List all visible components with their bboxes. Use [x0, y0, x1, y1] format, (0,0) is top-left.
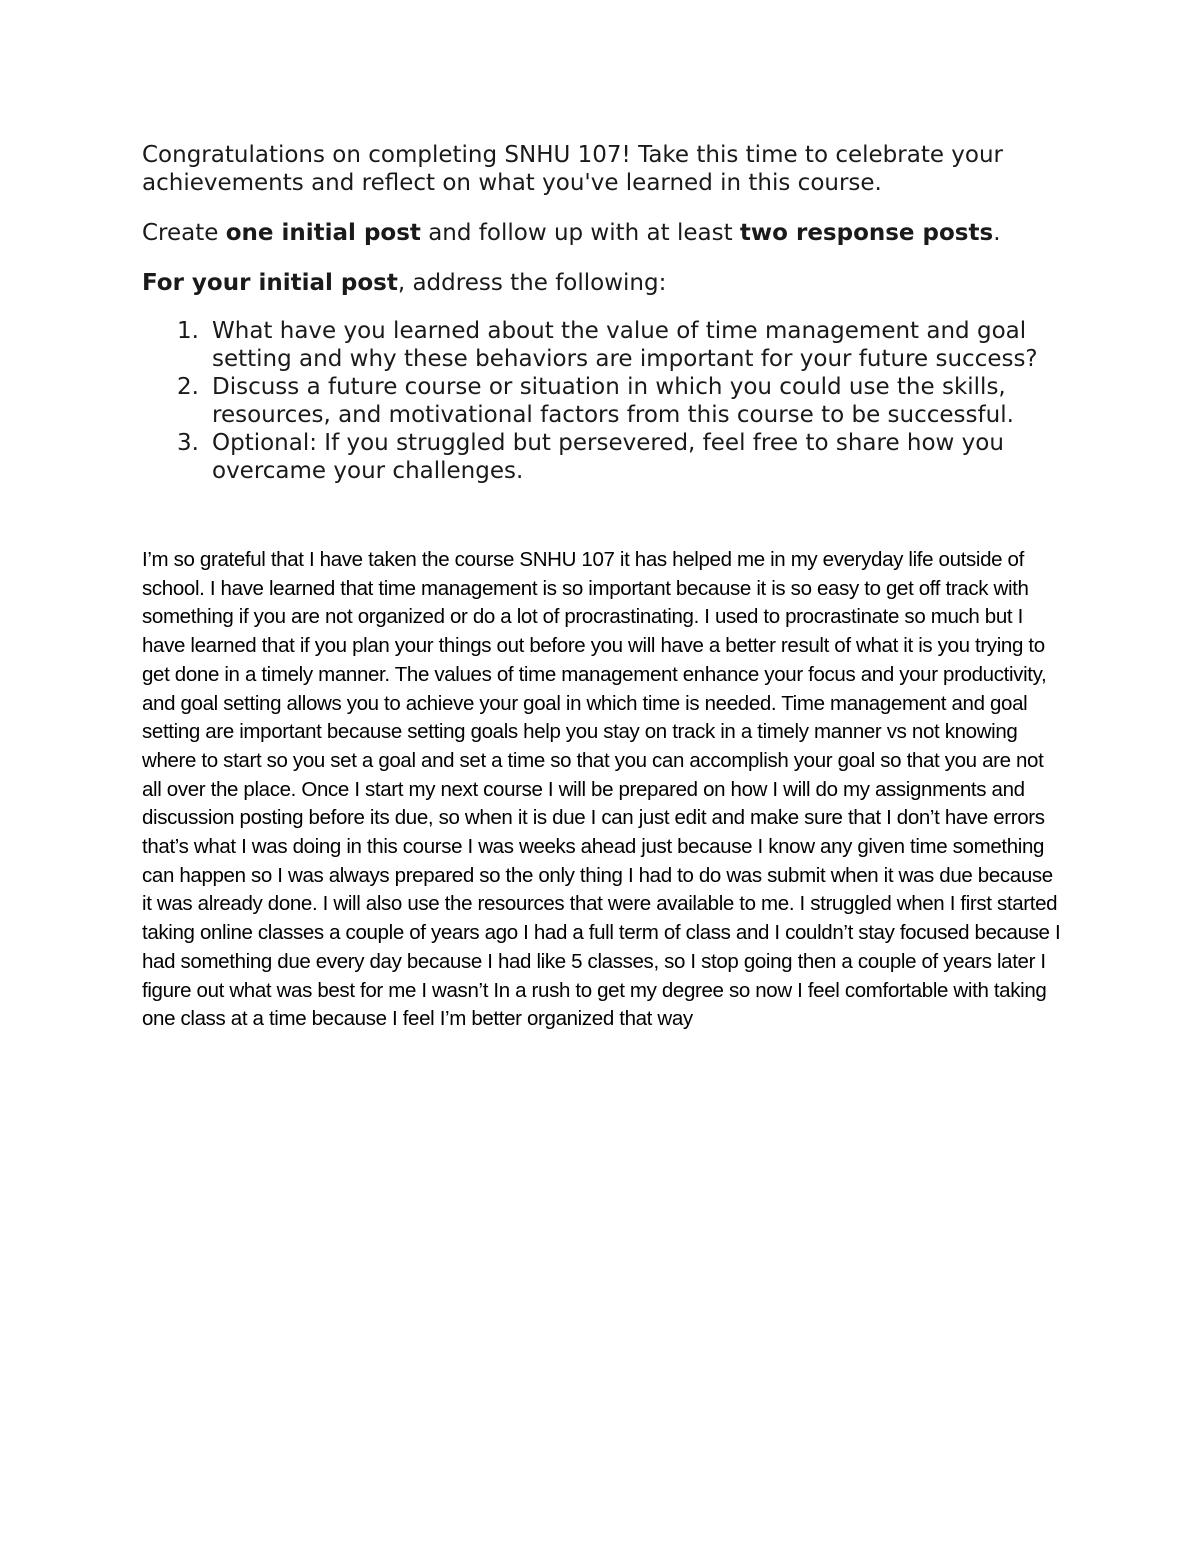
list-item — [177, 373, 1082, 429]
instructions-suffix: . — [993, 220, 1001, 246]
question-list — [142, 317, 1082, 485]
list-item-text: Optional: If you struggled but persevered, feel free to share how you overcame your challenges. — [212, 430, 1004, 484]
initial-post-heading-rest: , address the following: — [397, 270, 667, 296]
list-item-text: Discuss a future course or situation in which you could use the skills, resources, and motivational factors from this course to be successful. — [212, 374, 1014, 428]
response-paragraph: I’m so grateful that I have taken the course SNHU 107 it has helped me in my everyday life outside of school. I have learned that time management is so important because it is so easy to get off track with something if you are not organized or do a lot of procrastinating. I used to procrastinate so much but I have learned that if you plan your things out before you will have a better result of what it is you trying to get done in a timely manner. The values of time management enhance your focus and your productivity, and goal setting allows you to achieve your goal in which time is needed. Time management and goal setting are important because setting goals help you stay on track in a timely manner vs not knowing where to start so you set a goal and set a time so that you can accomplish your goal so that you are not all over the place. Once I start my next course I will be prepared on how I will do my assignments and discussion posting before its due, so when it is due I can just edit and make sure that I don’t have errors that’s what I was doing in this course I was weeks ahead just because I know any given time something can happen so I was always prepared so the only thing I had to do was submit when it was due because it was already done. I will also use the resources that were available to me. I struggled when I first started taking online classes a couple of years ago I had a full term of class and I couldn’t stay focused because I had something due every day because I had like 5 classes, so I stop going then a couple of years later I figure out what was best for me I wasn’t In a rush to get my degree so now I feel comfortable with taking one class at a time because I feel I’m better organized that way — [142, 548, 1061, 1031]
list-item — [177, 429, 1082, 485]
initial-post-heading — [142, 269, 1082, 297]
list-item-text: What have you learned about the value of time management and goal setting and why these behaviors are important for your future success? — [212, 318, 1038, 372]
list-item — [177, 317, 1082, 373]
prompt-intro: Congratulations on completing SNHU 107! Take this time to celebrate your achievements and reflect on what you've learned in this course. — [142, 142, 1004, 196]
instructions-prefix: Create — [142, 220, 226, 246]
discussion-prompt — [142, 141, 1082, 485]
instructions-bold-response-posts: two response posts — [739, 220, 994, 246]
list-item-number: 2. — [177, 374, 199, 400]
instructions-bold-initial-post: one initial post — [225, 220, 421, 246]
initial-post-heading-bold: For your initial post — [142, 270, 398, 296]
list-item-number: 1. — [177, 318, 199, 344]
instructions-middle: and follow up with at least — [420, 220, 740, 246]
list-item-number: 3. — [177, 430, 199, 456]
prompt-instructions — [142, 219, 1082, 247]
